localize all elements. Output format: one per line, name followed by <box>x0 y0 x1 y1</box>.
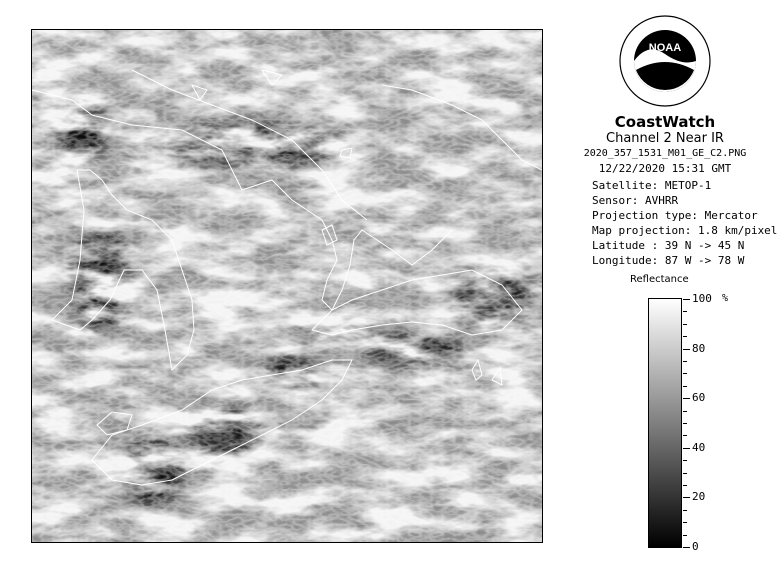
colorbar-tick-label: 100 <box>692 292 712 305</box>
colorbar-tick-label: 80 <box>692 342 706 355</box>
legend-title: Reflectance <box>630 274 689 285</box>
sensor-label: Sensor: AVHRR <box>592 194 679 207</box>
colorbar-minor-tick <box>683 336 687 337</box>
colorbar-minor-tick <box>683 473 687 474</box>
brand-title: CoastWatch <box>614 113 716 131</box>
longitude-range: Longitude: 87 W -> 78 W <box>592 254 745 267</box>
colorbar-minor-tick <box>683 435 687 436</box>
colorbar-minor-tick <box>683 311 687 312</box>
legend-unit: % <box>722 293 729 304</box>
colorbar-minor-tick <box>683 460 687 461</box>
colorbar-minor-tick <box>683 535 687 536</box>
filename: 2020_357_1531_M01_GE_C2.PNG <box>583 148 747 159</box>
satellite-label: Satellite: METOP-1 <box>592 179 712 192</box>
colorbar-tick-label: 0 <box>692 540 699 553</box>
latitude-range: Latitude : 39 N -> 45 N <box>592 239 745 252</box>
colorbar-minor-tick <box>683 522 687 523</box>
map-projection: Map projection: 1.8 km/pixel <box>592 224 778 237</box>
colorbar-minor-tick <box>683 485 687 486</box>
colorbar-major-tick <box>683 299 690 300</box>
colorbar-tick-label: 20 <box>692 490 706 503</box>
colorbar-tick-label: 60 <box>692 391 706 404</box>
colorbar-minor-tick <box>683 373 687 374</box>
datetime: 12/22/2020 15:31 GMT <box>598 162 732 175</box>
colorbar-major-tick <box>683 398 690 399</box>
colorbar-major-tick <box>683 349 690 350</box>
colorbar-major-tick <box>683 547 690 548</box>
colorbar-minor-tick <box>683 386 687 387</box>
colorbar-major-tick <box>683 497 690 498</box>
noaa-logo <box>618 14 712 108</box>
colorbar-minor-tick <box>683 510 687 511</box>
colorbar-tick-label: 40 <box>692 441 706 454</box>
projection-type: Projection type: Mercator <box>592 209 758 222</box>
colorbar-minor-tick <box>683 423 687 424</box>
channel-label: Channel 2 Near IR <box>606 131 724 146</box>
reflectance-colorbar <box>648 298 682 548</box>
logo-text: NOAA <box>648 42 682 54</box>
colorbar-minor-tick <box>683 324 687 325</box>
satellite-image[interactable] <box>31 29 543 543</box>
colorbar-major-tick <box>683 448 690 449</box>
colorbar-minor-tick <box>683 361 687 362</box>
satellite-map <box>32 30 542 542</box>
colorbar-minor-tick <box>683 411 687 412</box>
